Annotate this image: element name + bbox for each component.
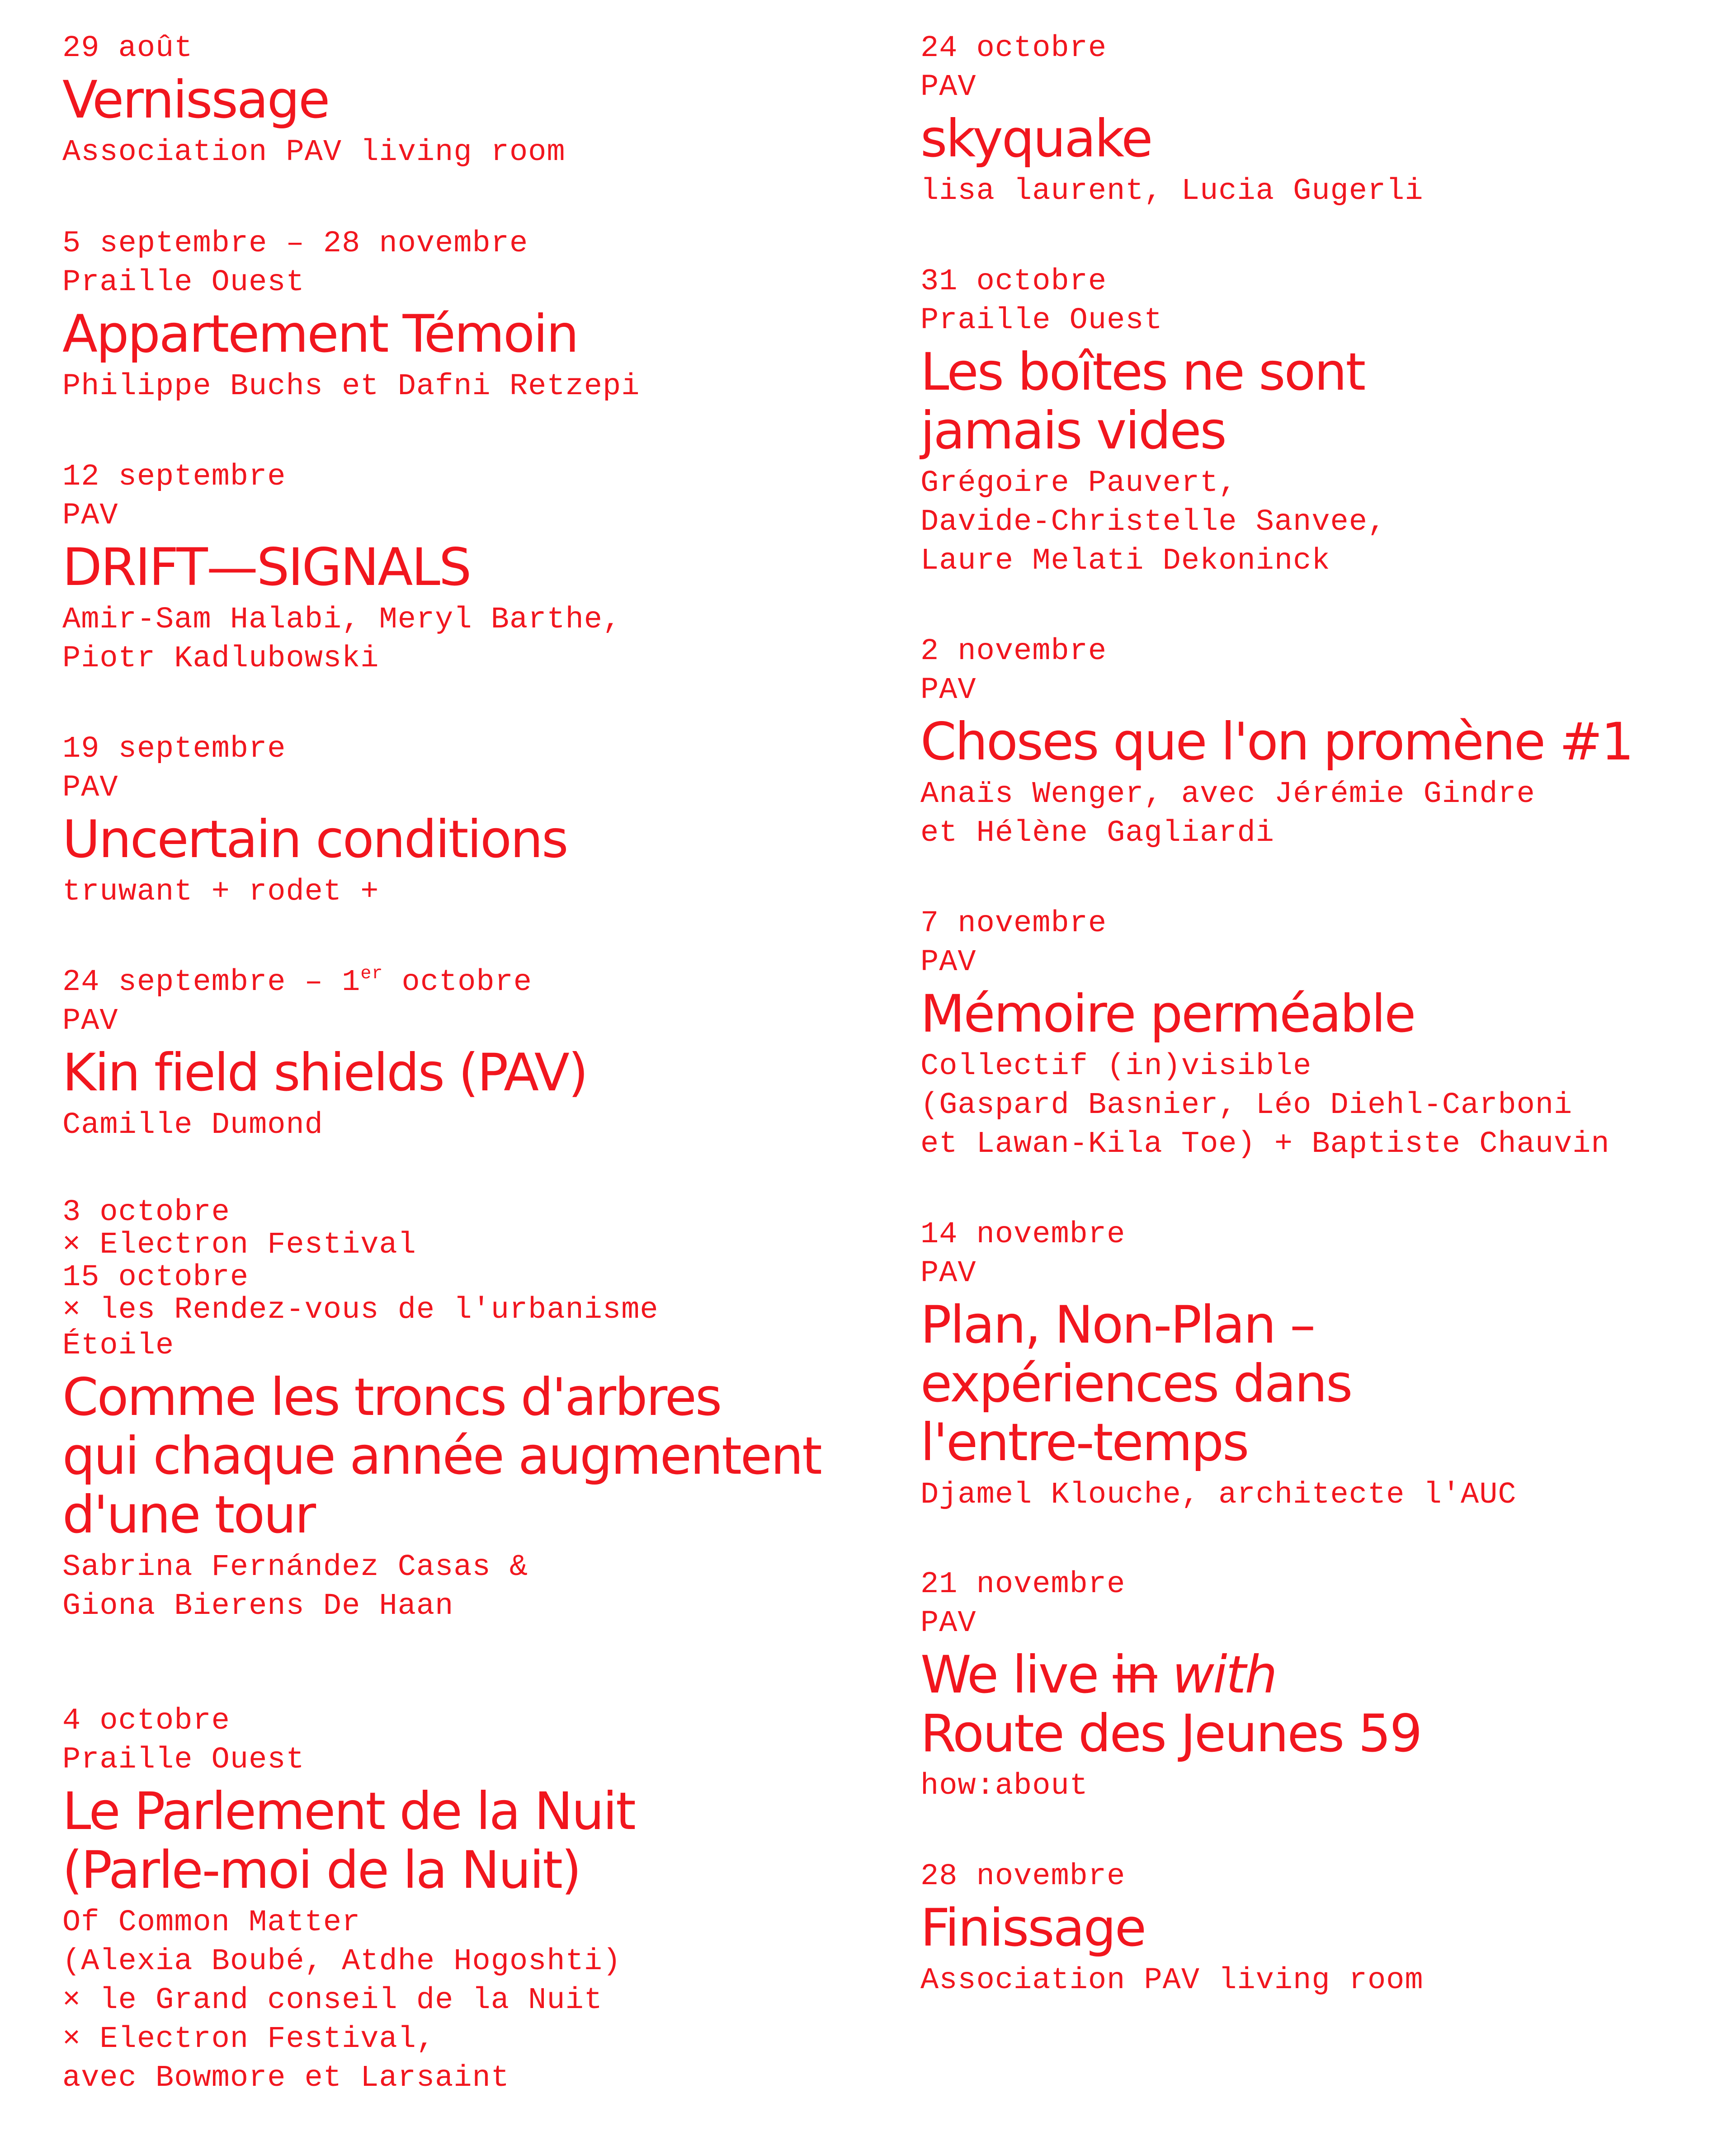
event-venue: PAV [920,1606,976,1641]
event-people: Giona Bierens De Haan [62,1589,454,1623]
event-people: et Lawan-Kila Toe) + Baptiste Chauvin [920,1127,1610,1161]
event-title: Kin field shields (PAV) [62,1042,587,1103]
event-people: (Alexia Boubé, Atdhe Hogoshti) [62,1944,622,1979]
event-people: Anaïs Wenger, avec Jérémie Gindre [920,777,1535,811]
struck-word: in [1113,1645,1157,1705]
event-date: 15 octobre [62,1260,249,1295]
event-venue: Praille Ouest [920,303,1163,338]
event-people: Association PAV living room [62,135,566,170]
event-people: Of Common Matter [62,1905,361,1940]
event-people: Djamel Klouche, architecte l'AUC [920,1478,1517,1512]
event-parlement-de-la-nuit [62,1702,894,2098]
event-people: Philippe Buchs et Dafni Retzepi [62,369,640,404]
event-people: Camille Dumond [62,1108,323,1142]
event-date: 2 novembre [920,634,1107,669]
event-venue: PAV [920,70,976,104]
event-les-boites [920,262,1736,580]
event-title: Les boîtes ne sont [920,342,1365,402]
event-title: Le Parlement de la Nuit [62,1781,635,1841]
event-vernissage [62,29,894,172]
event-title: (Parle-moi de la Nuit) [62,1840,580,1900]
event-title: Appartement Témoin [62,304,578,364]
event-partner: × Electron Festival [62,1228,416,1262]
event-venue: Praille Ouest [62,265,305,300]
event-title: Comme les troncs d'arbres [62,1367,721,1427]
event-venue: PAV [62,771,118,805]
event-people: et Hélène Gagliardi [920,816,1274,850]
event-date: 21 novembre [920,1567,1126,1602]
event-drift-signals [62,457,894,678]
event-people: × le Grand conseil de la Nuit [62,1983,603,2018]
event-we-live-with [920,1565,1736,1806]
event-title: skyquake [920,108,1152,169]
event-people: Association PAV living room [920,1963,1424,1998]
event-people: × Electron Festival, [62,2022,435,2056]
event-people: Piotr Kadlubowski [62,641,379,676]
event-finissage [920,1857,1736,2000]
event-title: expériences dans [920,1353,1352,1414]
event-date: 31 octobre [920,264,1107,299]
event-plan-non-plan [920,1215,1736,1514]
event-date: 12 septembre [62,460,286,494]
event-venue: PAV [62,499,118,533]
event-date: 5 septembre – 28 novembre [62,226,528,261]
event-skyquake [920,29,1736,211]
event-title: Mémoire perméable [920,984,1415,1044]
event-title: Choses que l'on promène #1 [920,712,1633,772]
event-title: jamais vides [920,401,1226,461]
event-choses-que-lon-promene [920,632,1736,853]
event-people: Sabrina Fernández Casas & [62,1550,528,1584]
event-people: Amir-Sam Halabi, Meryl Barthe, [62,603,622,637]
event-people: Laure Melati Dekoninck [920,544,1330,578]
event-people: how:about [920,1769,1088,1803]
event-title: Plan, Non-Plan – [920,1295,1315,1355]
event-title: Finissage [920,1898,1146,1958]
event-appartement-temoin [62,224,894,406]
event-date: 24 septembre – 1er octobre [62,964,532,1000]
event-title: qui chaque année augmentent [62,1426,821,1486]
event-date: 19 septembre [62,732,286,766]
event-title: d'une tour [62,1485,315,1545]
event-date: 24 octobre [920,31,1107,66]
event-memoire-permeable [920,904,1736,1164]
event-date: 29 août [62,31,193,66]
event-date: 3 octobre [62,1195,230,1230]
event-title: DRIFT—SIGNALS [62,537,471,597]
event-uncertain-conditions [62,730,894,911]
italic-word: with [1172,1645,1276,1705]
event-people: Davide-Christelle Sanvee, [920,505,1387,539]
event-people: lisa laurent, Lucia Gugerli [920,174,1424,208]
event-date: 14 novembre [920,1217,1126,1252]
event-venue: PAV [920,673,976,707]
event-title: Uncertain conditions [62,809,567,869]
event-title: We live in with [920,1645,1276,1705]
event-venue: PAV [920,1256,976,1291]
event-people: Grégoire Pauvert, [920,466,1237,500]
event-venue: Praille Ouest [62,1743,305,1777]
event-venue: PAV [920,945,976,980]
event-comme-les-troncs [62,1196,894,1626]
event-partner: × les Rendez-vous de l'urbanisme [62,1293,659,1327]
event-date: 4 octobre [62,1704,230,1738]
event-title: Vernissage [62,70,329,130]
event-title: l'entre-temps [920,1412,1248,1472]
event-date: 28 novembre [920,1859,1126,1894]
event-people: truwant + rodet + [62,875,379,909]
event-people: (Gaspard Basnier, Léo Diehl-Carboni [920,1088,1573,1122]
event-people: Collectif (in)visible [920,1049,1312,1084]
event-kin-field-shields [62,963,894,1145]
event-people: avec Bowmore et Larsaint [62,2061,509,2095]
event-venue: PAV [62,1004,118,1038]
event-title: Route des Jeunes 59 [920,1703,1421,1763]
event-date: 7 novembre [920,906,1107,941]
event-venue: Étoile [62,1329,175,1363]
